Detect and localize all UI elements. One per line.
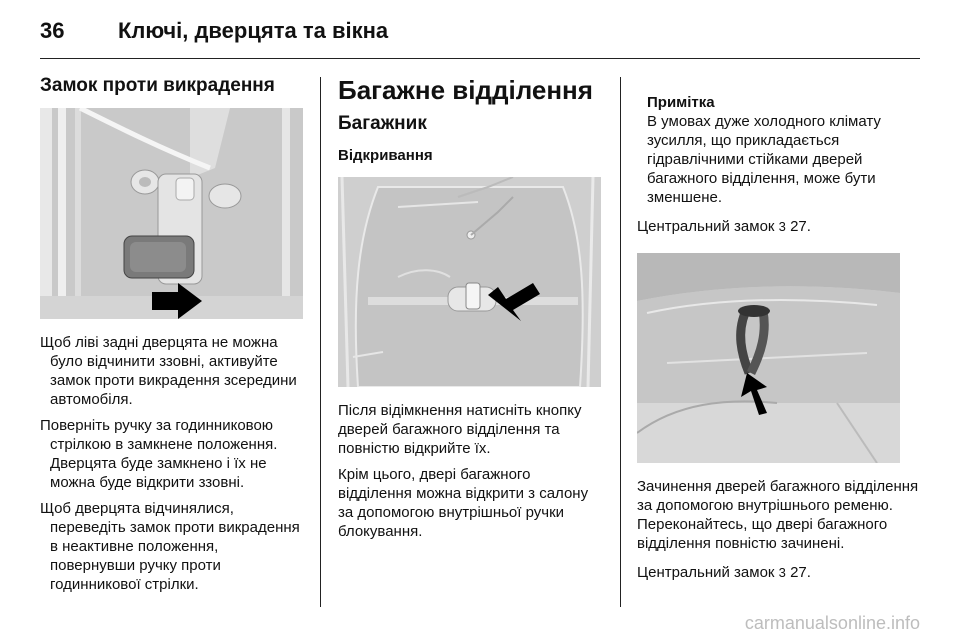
left-column-text [40,333,306,601]
tailgate-closing-illustration [637,253,900,463]
left-column [40,74,306,98]
paragraph: Після відімкнення натисніть кнопку дверей багажного відділення та повністю відкрийте їх. [338,402,582,457]
anti-theft-lock-svg [40,108,303,319]
cross-reference-central-lock: Центральний замок 3 27. [637,564,811,581]
subheading-tailgate: Багажник [338,113,427,134]
header-rule [40,58,920,59]
watermark: carmanualsonline.info [744,613,920,633]
tailgate-opening-svg [338,177,601,387]
column-divider-left [320,77,321,607]
chapter-title: Ключі, дверцята та вікна [118,18,389,43]
anti-theft-lock-illustration [40,108,303,319]
note-text: В умовах дуже холодного клімату зусилля, що прикладається гідравлічними стійками дверей багажного відділення, може бути зменшене. [647,113,881,206]
tailgate-closing-svg [637,253,900,463]
page-number: 36 [40,18,65,43]
paragraph: Поверніть ручку за годинниковою стрілкою в замкнене положення. Дверцята буде замкнено і їх не можна буде відкрити ззовні. [40,417,278,491]
cross-reference-central-lock: Центральний замок 3 27. [637,218,811,235]
section-heading-luggage: Багажне відділення [338,75,593,105]
tailgate-opening-illustration [338,177,601,387]
middle-column [338,74,604,166]
page-header [40,18,920,58]
paragraph: Щоб ліві задні дверцята не можна було відчинити ззовні, активуйте замок проти викрадення зсередини автомобіля. [40,334,297,408]
column-divider-right [620,77,621,607]
reference-arrow-icon: 3 [778,565,786,580]
right-column [637,93,920,278]
section-heading-anti-theft: Замок проти викрадення [40,75,275,96]
note-title: Примітка [647,94,715,111]
reference-arrow-icon: 3 [778,219,786,234]
right-column-text [637,477,920,582]
middle-column-text [338,401,604,548]
paragraph: Зачинення дверей багажного відділення за допомогою внутрішнього ременю. Переконайтесь, що двері багажного відділення повністю зачинені. [637,478,919,552]
subheading-opening: Відкривання [338,147,433,164]
paragraph: Щоб дверцята відчинялися, переведіть замок проти викрадення в неактивне положення, повернувши ручку проти годинникової стрілки. [40,500,300,593]
paragraph: Крім цього, двері багажного відділення можна відкрити з салону за допомогою внутрішньої ручки блокування. [338,466,589,540]
